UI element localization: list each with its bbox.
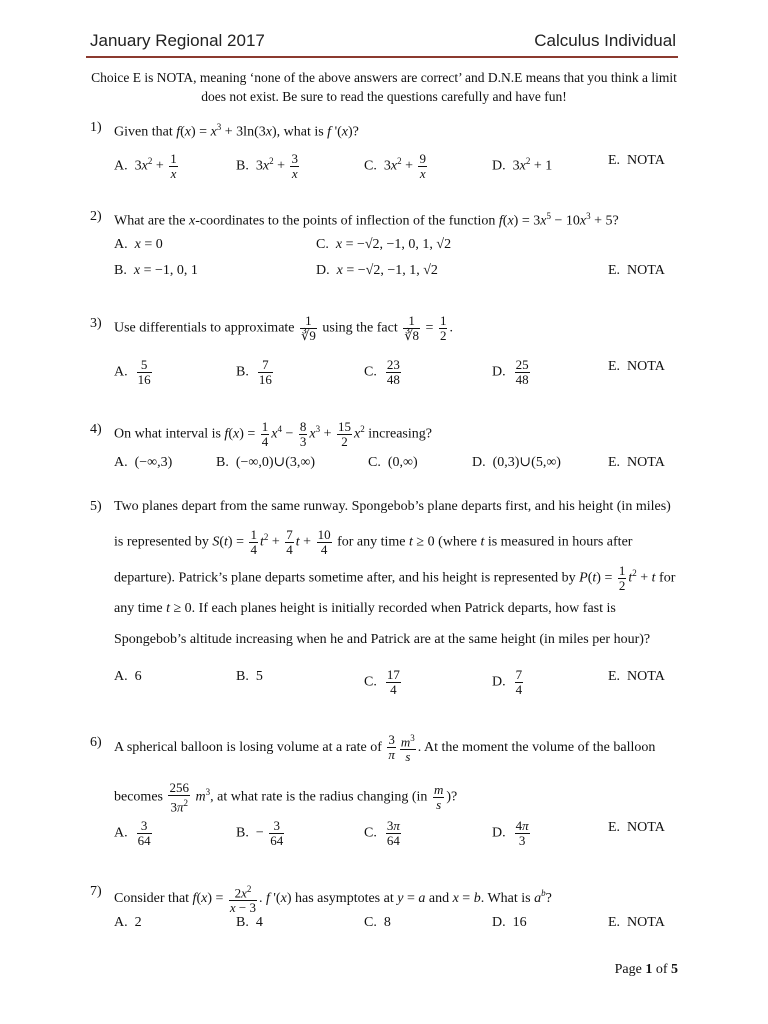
option-5c: C. $\frac{17}{4}$ — [364, 667, 400, 697]
question-text: Given that $f(x) = x^3 + 3\ln(3x)$, what is f '(x)? — [114, 122, 359, 140]
option-2b: B. x = −1, 0, 1 — [114, 263, 198, 278]
question-number: 5) — [90, 499, 102, 514]
option-6d: D. $\frac{4\pi}{3}$ — [492, 818, 529, 848]
question-number: 7) — [90, 884, 102, 899]
option-6b: B. − $\frac{3}{64}$ — [236, 818, 284, 848]
option-5d: D. $\frac{7}{4}$ — [492, 667, 523, 697]
option-5e: E. NOTA — [608, 669, 665, 684]
option-1b: B. $3x^2$ + $\frac{3}{x}$ — [236, 151, 298, 181]
option-4a: A. (−∞,3) — [114, 455, 173, 470]
option-3c: C. $\frac{23}{48}$ — [364, 357, 400, 387]
question-6-text: A spherical balloon is losing volume at a rate of $\frac{3}{\pi}$ $\frac{m^3}{s}$ . At the moment the volume of the balloon becomes $\frac{256}{3\pi^2}$ $m^3$, at what rate is the radius changing (in $\frac{m}{s}$ )? — [114, 732, 656, 815]
option-2a: A. x = 0 — [114, 237, 163, 252]
option-6e: E. NOTA — [608, 820, 665, 835]
option-4d: D. (0,3)∪(5,∞) — [472, 455, 561, 470]
page-label: Page — [614, 962, 646, 977]
option-4c: C. (0,∞) — [368, 455, 418, 470]
option-3a: A. $\frac{5}{16}$ — [114, 357, 151, 387]
option-7d: D. 16 — [492, 915, 527, 930]
page-of: of — [652, 962, 671, 977]
option-7a: A. 2 — [114, 915, 142, 930]
intro-text: Choice E is NOTA, meaning ‘none of the above answers are correct’ and D.N.E means that you think a limit does not exist. Be sure to read the questions carefully and have fun! — [91, 70, 677, 104]
option-4e: E. NOTA — [608, 455, 665, 470]
option-7b: B. 4 — [236, 915, 263, 930]
header-left: January Regional 2017 — [90, 31, 265, 50]
header-right: Calculus Individual — [534, 31, 676, 50]
option-3e: E. NOTA — [608, 359, 665, 374]
option-7c: C. 8 — [364, 915, 391, 930]
current-page: 1 — [645, 962, 653, 977]
question-number: 3) — [90, 316, 102, 331]
option-5a: A. 6 — [114, 669, 142, 684]
option-3d: D. $\frac{25}{48}$ — [492, 357, 529, 387]
option-2e: E. NOTA — [608, 263, 665, 278]
option-2d: D. x = −√2, −1, 1, √2 — [316, 263, 438, 278]
question-number: 2) — [90, 209, 102, 224]
question-text: On what interval is f(x) = $\frac{1}{4}$ $x^4$ − $\frac{8}{3}$ $x^3$ + $\frac{15}{2}$ $x^2$ increasing? — [114, 419, 432, 449]
option-6c: C. $\frac{3\pi}{64}$ — [364, 818, 400, 848]
option-4b: B. (−∞,0)∪(3,∞) — [216, 455, 316, 470]
option-3b: B. $\frac{7}{16}$ — [236, 357, 272, 387]
question-number: 6) — [90, 735, 102, 750]
page-number — [615, 962, 678, 978]
option-1a: A. $3x^2$ + $\frac{1}{x}$ — [114, 151, 177, 181]
question-5-text: Two planes depart from the same runway. Spongebob’s plane departs first, and his height (in miles) is represented by S(t) = $\frac{1}{4}$ $t^2$ + $\frac{7}{4}$ t + $\frac{10}{4}$ for any time t ≥ 0 (where t is measured in hours after departure). Patrick’s plane departs sometime after, and his height is represented by P(t) = $\frac{1}{2}$ $t^2 + t$ for any time t ≥ 0. If each planes height is initially recorded when Patrick departs, how fast is Spongebob’s altitude increasing when he and Patrick are at the same height (in miles per hour)? — [114, 499, 676, 648]
question-text: What are the x-coordinates to the points of inflection of the function $f(x) = 3x^5 - 10x^3 + 5$? — [114, 211, 619, 229]
question-text: Use differentials to approximate $\frac{1}{∛9}$ using the fact $\frac{1}{∛8}$ = $\frac{1}{2}$ . — [114, 313, 453, 343]
option-1c: C. $3x^2$ + $\frac{9}{x}$ — [364, 151, 426, 181]
question-number: 4) — [90, 422, 102, 437]
option-1d: D. $3x^2 + 1$ — [492, 156, 553, 174]
option-2c: C. x = −√2, −1, 0, 1, √2 — [316, 237, 452, 252]
header-divider — [86, 56, 678, 58]
option-6a: A. $\frac{3}{64}$ — [114, 818, 151, 848]
total-pages: 5 — [671, 962, 678, 977]
question-text: Consider that f(x) = $\frac{2x^2}{x - 3}$ . f '(x) has asymptotes at y = a and x = b. What is $a^b$? — [114, 884, 552, 916]
option-1e: E. NOTA — [608, 153, 665, 168]
option-5b: B. 5 — [236, 669, 263, 684]
question-number: 1) — [90, 120, 102, 135]
option-7e: E. NOTA — [608, 915, 665, 930]
